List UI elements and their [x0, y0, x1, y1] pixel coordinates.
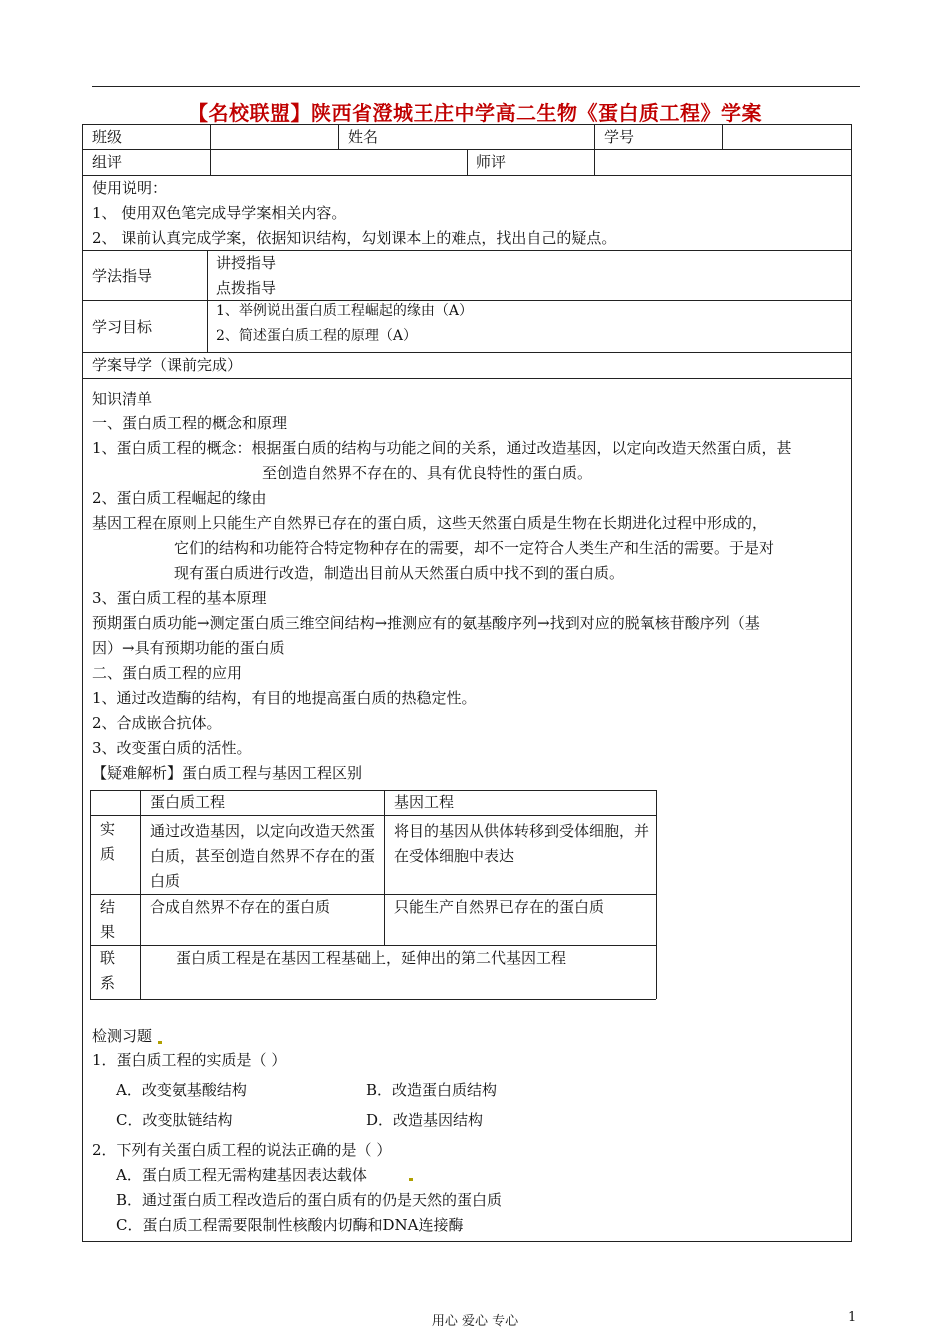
table-cell: 蛋白质工程是在基因工程基础上，延伸出的第二代基因工程: [176, 949, 567, 967]
method-guide-line: 讲授指导: [216, 254, 277, 272]
objectives-label: 学习目标: [92, 318, 153, 336]
instructions-heading: 使用说明：: [92, 179, 168, 197]
reason-line: 现有蛋白质进行改造，制造出目前从天然蛋白质中找不到的蛋白质。: [174, 564, 625, 582]
divider: [384, 790, 385, 945]
reason-heading: 2、蛋白质工程崛起的缘由: [92, 489, 267, 507]
option: C．蛋白质工程需要限制性核酸内切酶和DNA连接酶: [116, 1216, 464, 1234]
divider: [82, 175, 852, 176]
section-heading: 二、蛋白质工程的应用: [92, 664, 243, 682]
divider: [90, 790, 91, 999]
option: A．改变氨基酸结构: [116, 1081, 247, 1099]
instruction-item: 1、 使用双色笔完成导学案相关内容。: [92, 204, 347, 222]
top-rule: [92, 86, 860, 87]
worksheet-frame: [82, 124, 852, 1242]
principle-line: 预期蛋白质功能→测定蛋白质三维空间结构→推测应有的氨基酸序列→找到对应的脱氧核苷酸序列（基: [92, 614, 760, 632]
divider: [90, 790, 656, 791]
concept-line: 至创造自然界不存在的、具有优良特性的蛋白质。: [262, 464, 593, 482]
column-header: 蛋白质工程: [150, 793, 226, 811]
column-header: 基因工程: [394, 793, 455, 811]
divider: [82, 250, 852, 251]
divider: [594, 124, 595, 175]
question: 2．下列有关蛋白质工程的说法正确的是（ ）: [92, 1141, 392, 1159]
option: A．蛋白质工程无需构建基因表达载体: [116, 1166, 367, 1184]
row-label: 果: [100, 923, 116, 941]
row-label: 结: [100, 898, 116, 916]
stray-mark: [409, 1178, 413, 1181]
student-no-label: 学号: [604, 128, 635, 146]
row-label: 联: [100, 949, 116, 967]
divider: [90, 999, 656, 1000]
method-guide-label: 学法指导: [92, 267, 153, 285]
divider: [82, 352, 852, 353]
class-label: 班级: [92, 128, 123, 146]
guide-heading: 学案导学（课前完成）: [92, 356, 243, 374]
reason-line: 它们的结构和功能符合特定物种存在的需要，却不一定符合人类生产和生活的需要。于是对: [174, 539, 775, 557]
objective-line: 1、举例说出蛋白质工程崛起的缘由（A）: [216, 303, 474, 319]
name-label: 姓名: [348, 128, 379, 146]
page-title: 【名校联盟】陕西省澄城王庄中学高二生物《蛋白质工程》学案: [188, 101, 762, 125]
principle-heading: 3、蛋白质工程的基本原理: [92, 589, 267, 607]
divider: [656, 790, 657, 999]
table-cell: 合成自然界不存在的蛋白质: [150, 898, 331, 916]
teacher-review-label: 师评: [476, 153, 507, 171]
divider: [467, 149, 468, 175]
section-heading: 一、蛋白质工程的概念和原理: [92, 414, 288, 432]
option: D．改造基因结构: [366, 1111, 484, 1129]
table-cell: 只能生产自然界已存在的蛋白质: [394, 898, 605, 916]
divider: [90, 815, 656, 816]
table-cell: 将目的基因从供体转移到受体细胞，并在受体细胞中表达: [394, 822, 650, 865]
objective-line: 2、简述蛋白质工程的原理（A）: [216, 328, 418, 344]
reason-line: 基因工程在原则上只能生产自然界已存在的蛋白质，这些天然蛋白质是生物在长期进化过程中形成的，: [92, 514, 768, 532]
application-item: 3、改变蛋白质的活性。: [92, 739, 252, 757]
footer: 用心 爱心 专心: [431, 1314, 519, 1329]
divider: [338, 124, 339, 149]
option: B．改造蛋白质结构: [366, 1081, 498, 1099]
divider: [90, 945, 656, 946]
page-number: 1: [848, 1310, 857, 1325]
divider: [90, 894, 656, 895]
divider: [722, 124, 723, 149]
knowledge-heading: 知识清单: [92, 390, 153, 408]
divider: [207, 250, 208, 352]
method-guide-line: 点拨指导: [216, 279, 277, 297]
principle-line: 因）→具有预期功能的蛋白质: [92, 639, 285, 657]
divider: [210, 124, 211, 175]
group-review-label: 组评: [92, 153, 123, 171]
row-label: 系: [100, 974, 116, 992]
concept-line: 1、蛋白质工程的概念：根据蛋白质的结构与功能之间的关系，通过改造基因，以定向改造天然蛋白质，甚: [92, 439, 792, 457]
stray-mark: [158, 1041, 162, 1044]
option: B．通过蛋白质工程改造后的蛋白质有的仍是天然的蛋白质: [116, 1191, 503, 1209]
comparison-heading: 【疑难解析】蛋白质工程与基因工程区别: [92, 764, 363, 782]
question: 1．蛋白质工程的实质是（ ）: [92, 1051, 287, 1069]
table-cell: 通过改造基因，以定向改造天然蛋白质，甚至创造自然界不存在的蛋白质: [150, 822, 376, 890]
divider: [140, 790, 141, 999]
application-item: 2、合成嵌合抗体。: [92, 714, 222, 732]
quiz-heading: 检测习题: [92, 1027, 153, 1045]
instruction-item: 2、 课前认真完成学案，依据知识结构，勾划课本上的难点，找出自己的疑点。: [92, 229, 617, 247]
row-label: 实: [100, 820, 116, 838]
application-item: 1、通过改造酶的结构，有目的地提高蛋白质的热稳定性。: [92, 689, 477, 707]
row-label: 质: [100, 845, 116, 863]
divider: [82, 378, 852, 379]
option: C．改变肽链结构: [116, 1111, 233, 1129]
